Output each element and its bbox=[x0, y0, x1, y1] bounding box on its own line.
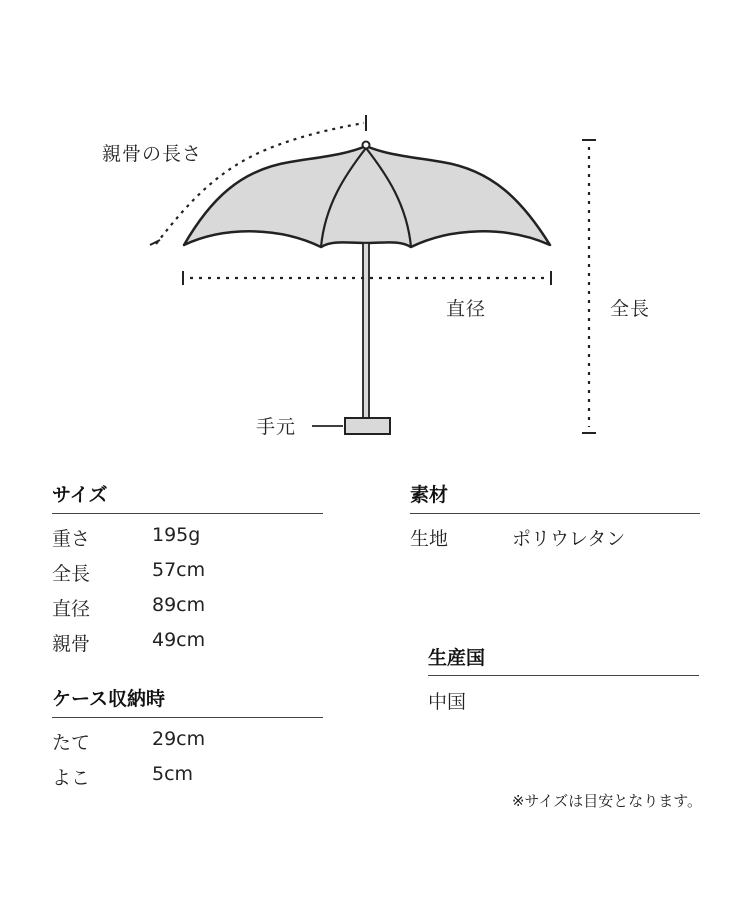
material-section-title: 素材 bbox=[410, 484, 449, 506]
umbrella-shaft bbox=[363, 243, 369, 418]
origin-section-title: 生産国 bbox=[428, 647, 486, 669]
case-divider bbox=[52, 717, 323, 718]
case-row-label: たて bbox=[52, 732, 91, 754]
size-row-label: 直径 bbox=[52, 598, 91, 620]
material-divider bbox=[410, 513, 700, 514]
size-row-value: 195g bbox=[152, 524, 201, 546]
size-row-value: 57cm bbox=[152, 559, 206, 581]
case-row-value: 5cm bbox=[152, 763, 194, 785]
size-row-label: 全長 bbox=[52, 563, 91, 585]
size-divider bbox=[52, 513, 323, 514]
rib-length-label: 親骨の長さ bbox=[102, 143, 203, 165]
origin-divider bbox=[428, 675, 699, 676]
size-row-label: 親骨 bbox=[52, 633, 91, 655]
size-section-title: サイズ bbox=[52, 484, 108, 506]
case-section-title: ケース収納時 bbox=[52, 688, 166, 710]
size-row-value: 89cm bbox=[152, 594, 206, 616]
umbrella-tip bbox=[363, 142, 370, 149]
case-row-value: 29cm bbox=[152, 728, 206, 750]
material-row-label: 生地 bbox=[410, 528, 449, 550]
total-length-indicator bbox=[582, 140, 596, 433]
size-row-label: 重さ bbox=[52, 528, 91, 550]
size-row-value: 49cm bbox=[152, 629, 206, 651]
size-disclaimer-note: ※サイズは目安となります。 bbox=[511, 792, 702, 810]
origin-value: 中国 bbox=[428, 691, 467, 713]
total-length-label: 全長 bbox=[610, 298, 651, 320]
material-row-value: ポリウレタン bbox=[512, 528, 626, 550]
handle-label: 手元 bbox=[256, 416, 297, 438]
umbrella-handle bbox=[345, 418, 390, 434]
diameter-label: 直径 bbox=[446, 298, 487, 320]
case-row-label: よこ bbox=[52, 767, 91, 789]
umbrella-canopy bbox=[184, 146, 550, 247]
